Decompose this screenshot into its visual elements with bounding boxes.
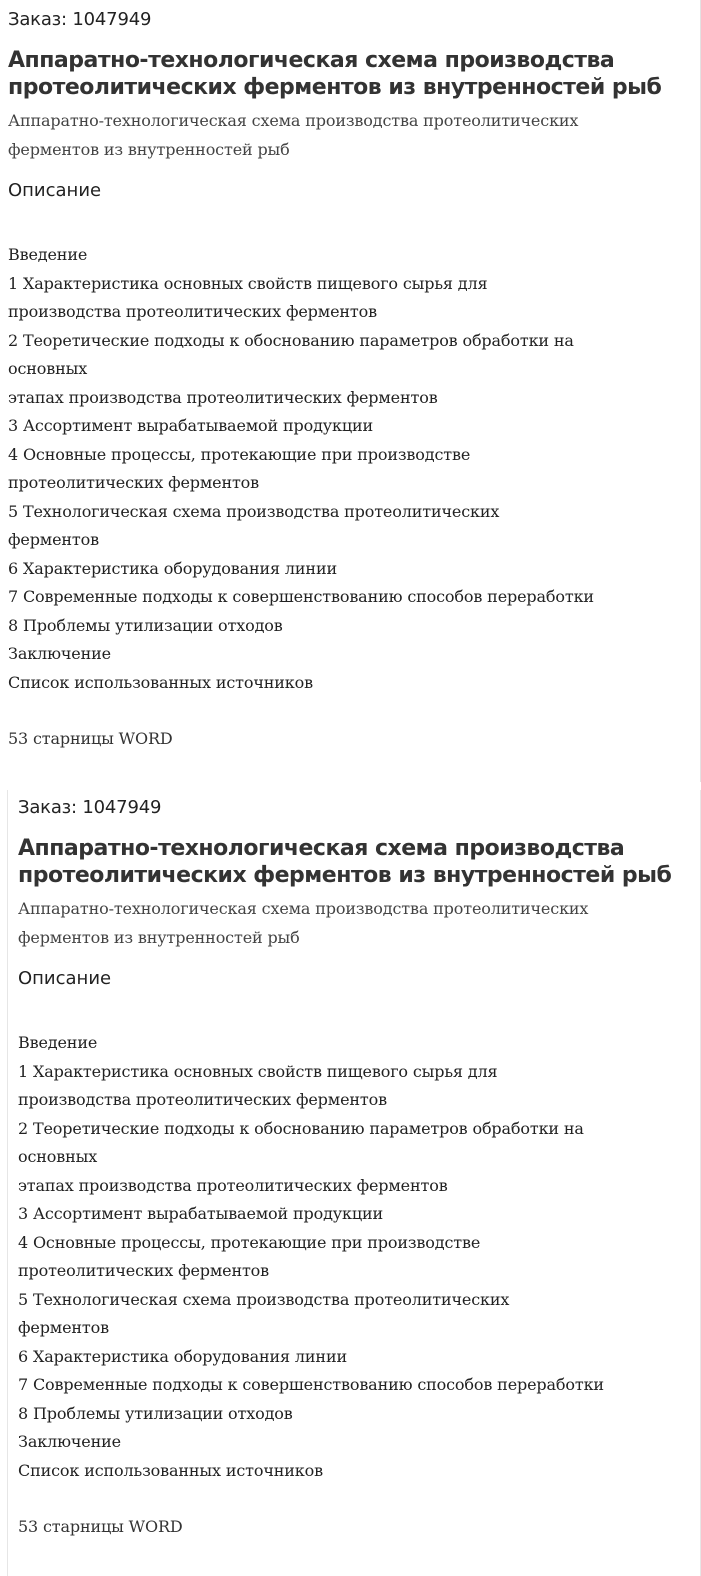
toc-line: производства протеолитических ферментов bbox=[8, 302, 377, 321]
title-line: Аппаратно-технологическая схема производства bbox=[8, 48, 615, 73]
page-count: 53 старницы WORD bbox=[18, 1517, 183, 1536]
subtitle-line: Аппаратно-технологическая схема производства протеолитических bbox=[18, 899, 589, 918]
toc-line: ферментов bbox=[18, 1318, 109, 1337]
toc-line: 3 Ассортимент вырабатываемой продукции bbox=[8, 416, 374, 435]
toc-line: 8 Проблемы утилизации отходов bbox=[8, 615, 283, 635]
title-line: протеолитических ферментов из внутренностей рыб bbox=[8, 75, 662, 100]
toc-line: 5 Технологическая схема производства протеолитических bbox=[8, 501, 500, 521]
toc-line: 3 Ассортимент вырабатываемой продукции bbox=[18, 1204, 384, 1223]
toc-line: основных bbox=[18, 1147, 98, 1166]
subtitle bbox=[8, 106, 692, 164]
toc-line: 6 Характеристика оборудования линии bbox=[18, 1346, 347, 1366]
toc-line: 2 Теоретические подходы к обоснованию параметров обработки на bbox=[8, 330, 574, 350]
toc-line: 2 Теоретические подходы к обоснованию параметров обработки на bbox=[18, 1118, 584, 1138]
toc-line: 1 Характеристика основных свойств пищевого сырья для bbox=[8, 273, 488, 293]
order-number: Заказ: 1047949 bbox=[8, 9, 152, 30]
toc-line: Список использованных источников bbox=[8, 672, 313, 692]
toc-line: этапах производства протеолитических ферментов bbox=[18, 1175, 448, 1195]
toc-line: производства протеолитических ферментов bbox=[18, 1090, 387, 1109]
title-line: Аппаратно-технологическая схема производства bbox=[18, 836, 625, 861]
toc-line: 8 Проблемы утилизации отходов bbox=[18, 1403, 293, 1423]
description-heading: Описание bbox=[8, 180, 102, 201]
toc-line: 5 Технологическая схема производства протеолитических bbox=[18, 1289, 510, 1309]
toc-line: Заключение bbox=[8, 644, 111, 663]
toc-line: 7 Современные подходы к совершенствованию способов переработки bbox=[8, 587, 594, 606]
toc-line: протеолитических ферментов bbox=[8, 473, 260, 492]
title-line: протеолитических ферментов из внутренностей рыб bbox=[18, 863, 672, 888]
toc-line: этапах производства протеолитических ферментов bbox=[8, 387, 438, 407]
page-title bbox=[18, 835, 690, 889]
toc-line: Заключение bbox=[18, 1432, 121, 1451]
description-heading: Описание bbox=[18, 968, 112, 989]
toc-line: 4 Основные процессы, протекающие при производстве bbox=[18, 1232, 481, 1252]
toc-line: 4 Основные процессы, протекающие при производстве bbox=[8, 444, 471, 464]
toc-line: Список использованных источников bbox=[18, 1460, 323, 1480]
page-count: 53 старницы WORD bbox=[8, 729, 173, 748]
table-of-contents bbox=[18, 1029, 690, 1485]
toc-line: основных bbox=[8, 359, 88, 378]
toc-line: ферментов bbox=[8, 530, 99, 549]
subtitle-line: ферментов из внутренностей рыб bbox=[8, 140, 290, 159]
order-card bbox=[0, 0, 701, 782]
order-card bbox=[7, 790, 701, 1576]
toc-line: 6 Характеристика оборудования линии bbox=[8, 558, 337, 578]
toc-line: протеолитических ферментов bbox=[18, 1261, 270, 1280]
toc-line: Введение bbox=[18, 1033, 98, 1052]
order-number: Заказ: 1047949 bbox=[18, 797, 162, 818]
subtitle-line: ферментов из внутренностей рыб bbox=[18, 928, 300, 947]
toc-line: 7 Современные подходы к совершенствованию способов переработки bbox=[18, 1375, 604, 1394]
toc-line: 1 Характеристика основных свойств пищевого сырья для bbox=[18, 1061, 498, 1081]
page-title bbox=[8, 47, 692, 101]
toc-line: Введение bbox=[8, 245, 88, 264]
table-of-contents bbox=[8, 241, 692, 697]
subtitle bbox=[18, 894, 690, 952]
subtitle-line: Аппаратно-технологическая схема производства протеолитических bbox=[8, 111, 579, 130]
